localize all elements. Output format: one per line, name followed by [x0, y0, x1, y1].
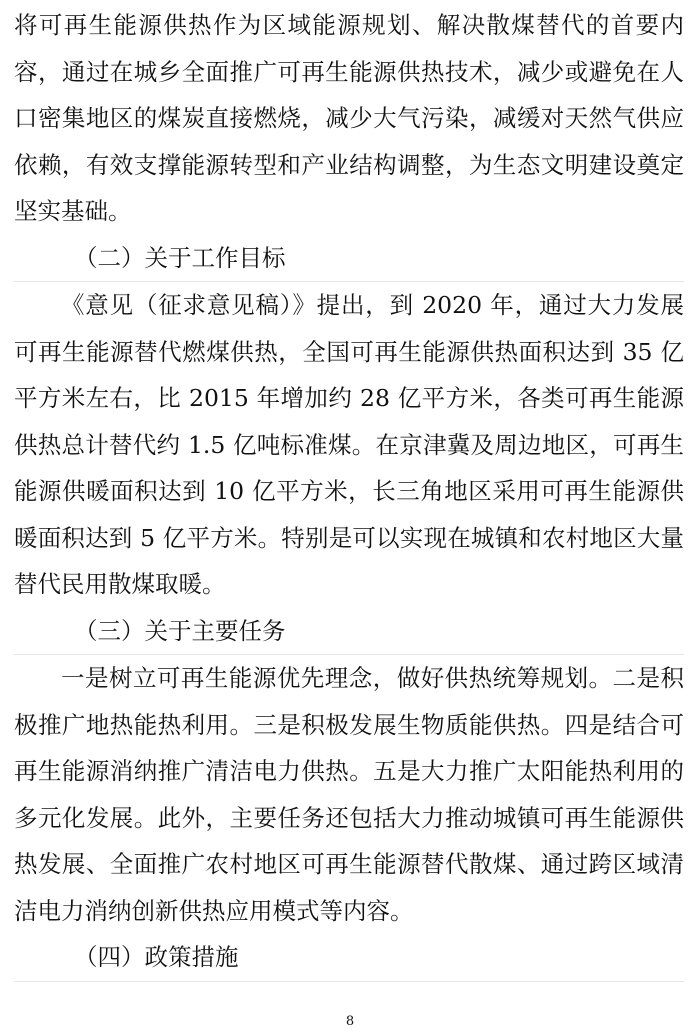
paragraph-work-goals: 《意见（征求意见稿）》提出，到 2020 年，通过大力发展可再生能源替代燃煤供热，全国可再生能源供热面积达到 35 亿平方米左右，比 2015 年增加约 28 亿平方米，各类可再生能源供热总计替代约 1.5 亿吨标准煤。在京津冀及周边地区，可再生能源供暖面积达到 10 亿平方米，长三角地区采用可再生能源供暖面积达到 5 亿平方米。特别是可以实现在城镇和农村地区大量替代民用散煤取暖。	[14, 291, 684, 598]
page-number: 8	[345, 1014, 355, 1029]
section-heading-work-goals: （二）关于工作目标	[14, 235, 684, 283]
paragraph-goal-intro: 将可再生能源供热作为区域能源规划、解决散煤替代的首要内容，通过在城乡全面推广可再生能源供热技术，减少或避免在人口密集地区的煤炭直接燃烧，减少大气污染，减缓对天然气供应依赖，有效支撑能源转型和产业结构调整，为生态文明建设奠定坚实基础。	[14, 11, 684, 225]
document-body	[14, 2, 684, 982]
paragraph-main-tasks: 一是树立可再生能源优先理念，做好供热统筹规划。二是积极推广地热能热利用。三是积极发展生物质能供热。四是结合可再生能源消纳推广清洁电力供热。五是大力推广太阳能热利用的多元化发展。此外，主要任务还包括大力推动城镇可再生能源供热发展、全面推广农村地区可再生能源替代散煤、通过跨区域清洁电力消纳创新供热应用模式等内容。	[14, 664, 684, 925]
section-heading-main-tasks: （三）关于主要任务	[14, 608, 684, 656]
section-heading-policy-measures: （四）政策措施	[14, 934, 684, 982]
